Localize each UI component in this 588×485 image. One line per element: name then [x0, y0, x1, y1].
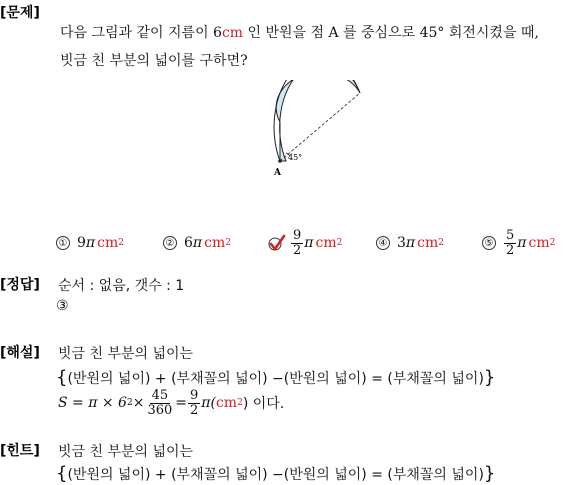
answer-label: [정답]: [0, 277, 40, 293]
choice-3[interactable]: $\frac{9}{2}$ π cm 2: [268, 226, 342, 260]
choice-4[interactable]: ④ 3 π cm 2: [376, 226, 444, 260]
answer-order-count: 순서 : 없음, 갯수 : 1: [58, 278, 185, 294]
explanation-label: [해설]: [0, 345, 40, 361]
explanation-line1: 빗금 친 부분의 넓이는: [58, 346, 194, 362]
selected-check-icon: [268, 234, 286, 252]
angle-label: 45°: [288, 153, 303, 162]
choice-5[interactable]: ⑤ $\frac{5}{2}$ π cm 2: [482, 226, 555, 260]
hint-line1: 빗금 친 부분의 넓이는: [58, 444, 194, 460]
problem-text-line1: 다음 그림과 같이 지름이 6cm 인 반원을 점 A 를 중심으로 45° 회전시켰을 때,: [60, 25, 539, 41]
hint-label: [힌트]: [0, 443, 40, 459]
hint-line2: {(반원의 넓이) + (부채꼴의 넓이) −(반원의 넓이) = (부채꼴의 넓이)}: [56, 463, 496, 484]
explanation-formula: S = π × 6 2 × $\frac{45}{360}$ = $\frac{9}{2}$ π( cm 2 ) 이다.: [58, 387, 285, 418]
point-a-label: A: [274, 168, 281, 178]
choice-2[interactable]: ② 6 π cm 2: [163, 226, 231, 260]
choice-5-fraction: $\frac{5}{2}$: [506, 227, 515, 258]
explanation-line2: {(반원의 넓이) + (부채꼴의 넓이) −(반원의 넓이) = (부채꼴의 넓이)}: [56, 367, 496, 388]
problem-label: [문제]: [0, 5, 40, 21]
answer-choice: ③: [56, 298, 69, 314]
problem-figure: [262, 80, 368, 184]
problem-text-line2: 빗금 친 부분의 넓이를 구하면?: [60, 53, 248, 69]
diagonal-dashed-line: [280, 93, 360, 161]
choice-1[interactable]: ① 9 π cm 2: [56, 226, 124, 260]
choice-3-fraction: $\frac{9}{2}$: [293, 227, 302, 258]
